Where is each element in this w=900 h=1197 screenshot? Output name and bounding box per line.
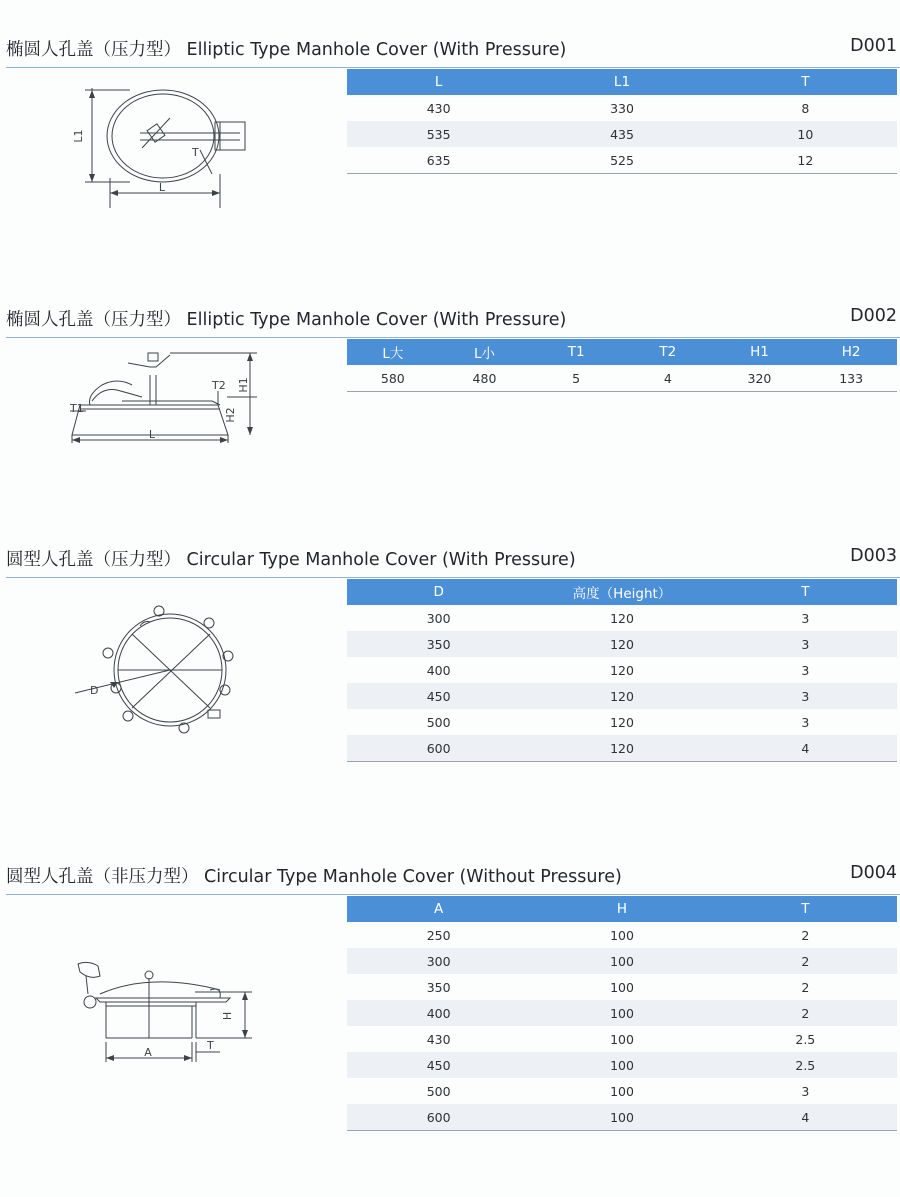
table-header-row — [347, 896, 897, 922]
table-cell: 120 — [610, 662, 634, 678]
table-cell: 500 — [426, 714, 451, 730]
table-cell: 120 — [610, 714, 634, 730]
dimension-label-t1: T1 — [70, 402, 84, 415]
product-code: D002 — [850, 306, 897, 326]
table-row — [347, 95, 897, 121]
table-cell: 430 — [426, 100, 451, 116]
table-cell: 3 — [714, 683, 897, 709]
table-row — [347, 1104, 897, 1131]
dimension-label-h1: H1 — [237, 377, 250, 393]
table-cell: 120 — [530, 683, 713, 709]
table-cell: 12 — [714, 147, 897, 174]
table-row — [347, 1078, 897, 1104]
title-divider — [6, 577, 900, 578]
elliptic-cover-diagram-d001 — [70, 78, 270, 213]
section-header — [0, 33, 900, 63]
section-title: 椭圆人孔盖（压力型） Elliptic Type Manhole Cover (With Pressure) — [6, 310, 567, 330]
table-cell: 350 — [347, 631, 530, 657]
section-header — [0, 303, 900, 333]
table-row — [347, 605, 897, 631]
column-header: A — [347, 896, 530, 922]
table-cell: 580 — [347, 365, 439, 392]
dimension-label-l1: L1 — [72, 129, 85, 143]
table-row — [347, 147, 897, 174]
table-cell: 8 — [801, 100, 810, 116]
table-cell: 250 — [426, 927, 451, 943]
table-cell: 320 — [714, 365, 806, 392]
table-cell: 5 — [530, 365, 622, 392]
table-cell: 4 — [714, 735, 897, 762]
table-row — [347, 709, 897, 735]
section-header — [0, 860, 900, 890]
table-cell: 480 — [439, 365, 531, 392]
table-header-row — [347, 579, 897, 605]
table-header-row — [347, 339, 897, 365]
section-title: 圆型人孔盖（非压力型） Circular Type Manhole Cover (Without Pressure) — [6, 867, 622, 887]
dimension-label-l: L — [148, 428, 156, 441]
table-cell: 120 — [610, 610, 634, 626]
column-header: L小 — [439, 339, 531, 365]
table-cell: 3 — [714, 631, 897, 657]
dimension-label-l: L — [158, 181, 166, 194]
table-cell: 600 — [347, 1104, 530, 1131]
table-cell: 100 — [610, 927, 634, 943]
table-cell: 3 — [801, 662, 810, 678]
table-cell: 100 — [530, 1104, 713, 1131]
column-header: H2 — [805, 339, 897, 365]
column-header: 高度（Height） — [530, 579, 713, 605]
table-cell: 400 — [347, 1000, 530, 1026]
table-cell: 2 — [714, 948, 897, 974]
table-cell: 330 — [610, 100, 634, 116]
table-row — [347, 922, 897, 948]
dimension-label-t: T — [192, 146, 199, 159]
table-cell: 400 — [426, 662, 451, 678]
table-row — [347, 735, 897, 762]
product-code: D004 — [850, 863, 897, 883]
table-cell: 120 — [530, 735, 713, 762]
dimension-label-t2: T2 — [212, 379, 226, 392]
column-header: D — [347, 579, 530, 605]
column-header: T — [714, 69, 897, 95]
table-row — [347, 657, 897, 683]
table-cell: 435 — [530, 121, 713, 147]
table-row — [347, 365, 897, 392]
column-header: T2 — [622, 339, 714, 365]
table-cell: 100 — [610, 979, 634, 995]
column-header: L大 — [347, 339, 439, 365]
table-cell: 3 — [801, 610, 810, 626]
product-code: D001 — [850, 36, 897, 56]
table-cell: 2.5 — [795, 1031, 816, 1047]
table-cell: 535 — [347, 121, 530, 147]
dimension-label-d: D — [90, 684, 99, 697]
table-cell: 100 — [530, 1000, 713, 1026]
dimension-label-a: A — [144, 1046, 152, 1059]
table-row — [347, 121, 897, 147]
product-code: D003 — [850, 546, 897, 566]
table-cell: 2 — [801, 979, 810, 995]
table-row — [347, 974, 897, 1000]
circular-cover-diagram-d004 — [70, 950, 260, 1070]
table-cell: 525 — [530, 147, 713, 174]
table-row — [347, 948, 897, 974]
table-cell: 300 — [347, 948, 530, 974]
table-cell: 10 — [714, 121, 897, 147]
table-cell: 635 — [347, 147, 530, 174]
table-cell: 2 — [801, 927, 810, 943]
section-title: 圆型人孔盖（压力型） Circular Type Manhole Cover (With Pressure) — [6, 550, 576, 570]
table-cell: 133 — [805, 365, 897, 392]
table-cell: 120 — [530, 631, 713, 657]
table-cell: 100 — [610, 1083, 634, 1099]
table-row — [347, 1000, 897, 1026]
table-row — [347, 1026, 897, 1052]
circular-cover-diagram-d003 — [70, 598, 250, 738]
table-cell: 100 — [530, 948, 713, 974]
dimension-label-t: T — [207, 1039, 214, 1052]
title-divider — [6, 67, 900, 68]
spec-table-d004 — [347, 896, 897, 1131]
table-cell: 100 — [530, 1052, 713, 1078]
table-cell: 3 — [801, 1083, 810, 1099]
dimension-label-h2: H2 — [224, 407, 237, 423]
title-divider — [6, 337, 900, 338]
table-row — [347, 1052, 897, 1078]
table-cell: 4 — [622, 365, 714, 392]
spec-table-d003 — [347, 579, 897, 762]
table-cell: 2.5 — [714, 1052, 897, 1078]
column-header: H — [530, 896, 713, 922]
table-cell: 450 — [347, 683, 530, 709]
table-cell: 4 — [714, 1104, 897, 1131]
table-row — [347, 683, 897, 709]
table-cell: 500 — [426, 1083, 451, 1099]
column-header: H1 — [714, 339, 806, 365]
column-header: T — [714, 579, 897, 605]
column-header: L — [347, 69, 530, 95]
table-row — [347, 631, 897, 657]
section-header — [0, 543, 900, 573]
elliptic-cover-diagram-d002 — [62, 345, 262, 445]
table-cell: 100 — [610, 1031, 634, 1047]
table-cell: 3 — [801, 714, 810, 730]
spec-table-d001 — [347, 69, 897, 174]
table-cell: 2 — [714, 1000, 897, 1026]
spec-table-d002 — [347, 339, 897, 392]
dimension-label-h: H — [221, 1011, 234, 1021]
column-header: L1 — [530, 69, 713, 95]
table-cell: 350 — [426, 979, 451, 995]
column-header: T — [714, 896, 897, 922]
table-header-row — [347, 69, 897, 95]
table-cell: 600 — [347, 735, 530, 762]
table-cell: 430 — [426, 1031, 451, 1047]
section-title: 椭圆人孔盖（压力型） Elliptic Type Manhole Cover (With Pressure) — [6, 40, 567, 60]
title-divider — [6, 894, 900, 895]
table-cell: 300 — [426, 610, 451, 626]
column-header: T1 — [530, 339, 622, 365]
table-cell: 450 — [347, 1052, 530, 1078]
